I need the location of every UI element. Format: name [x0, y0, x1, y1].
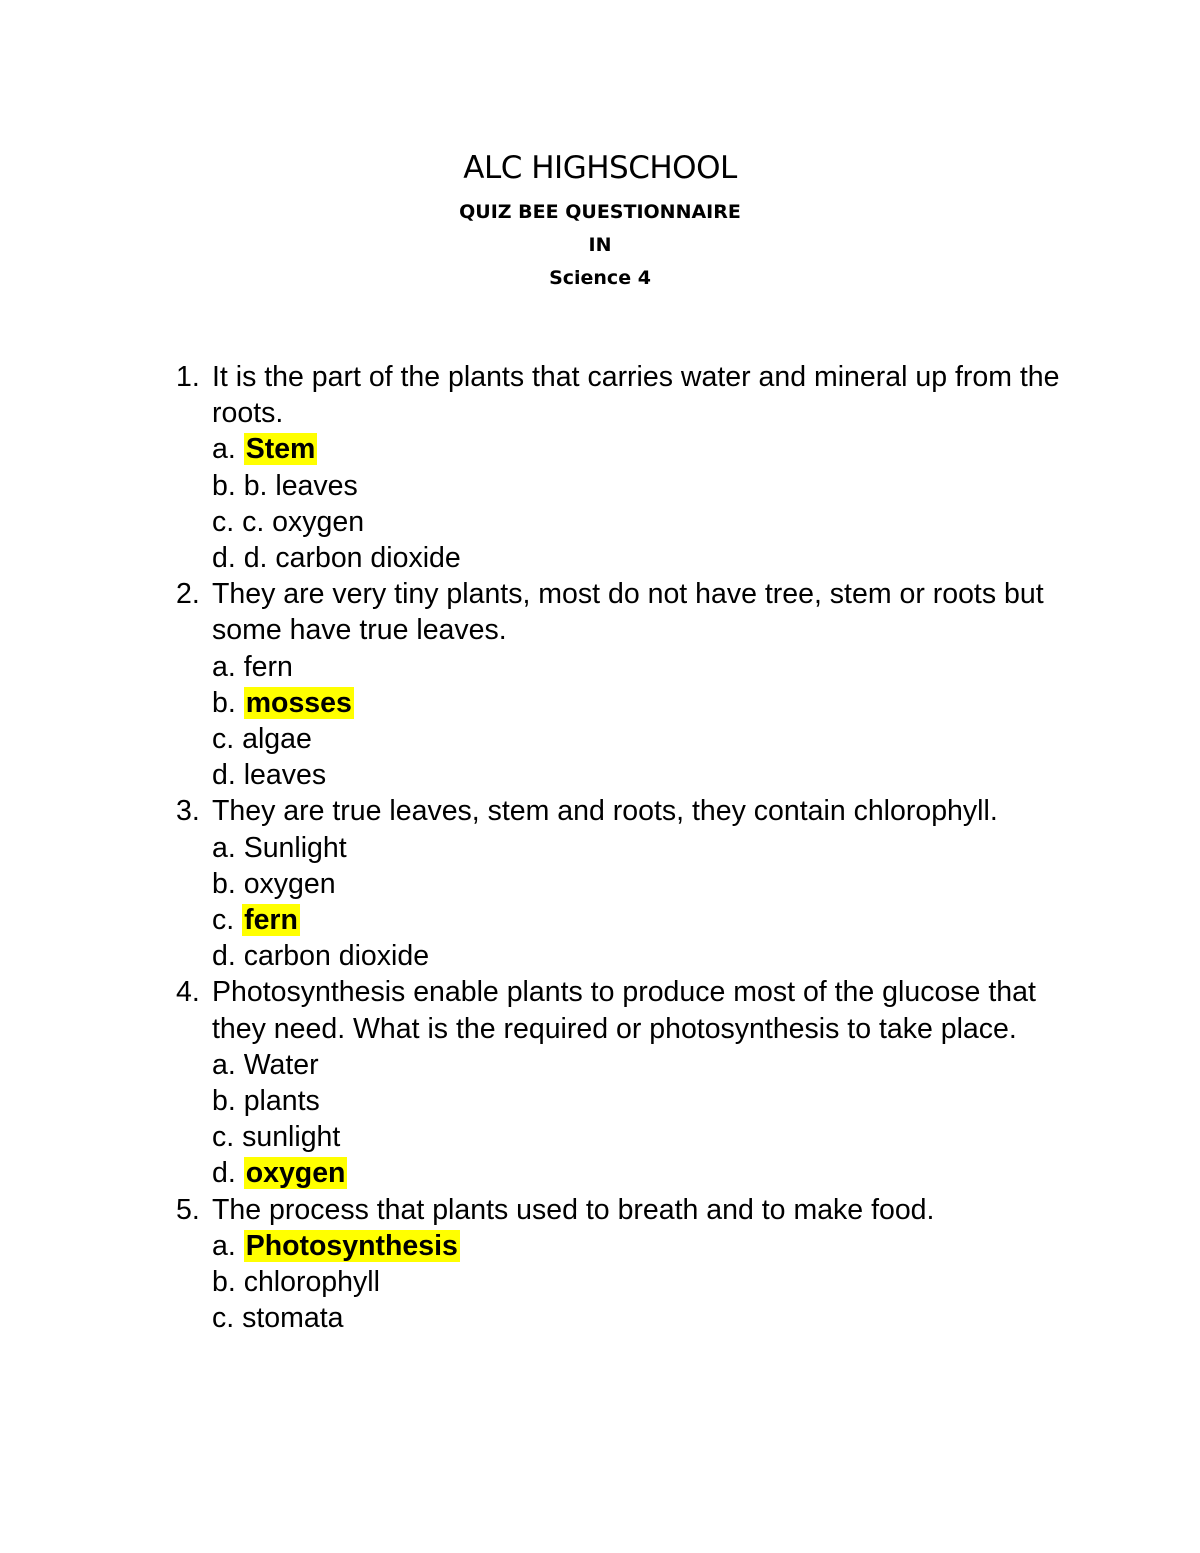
document-title: QUIZ BEE QUESTIONNAIRE — [459, 201, 741, 223]
option-letter: c. — [212, 904, 243, 937]
option-text: leaves — [243, 759, 327, 792]
question-item — [170, 576, 1090, 793]
option-letter: c. — [212, 505, 243, 538]
answer-option — [212, 1228, 1090, 1264]
question-number: 4. — [176, 976, 200, 1009]
option-letter: c. — [212, 723, 243, 756]
question-number: 3. — [176, 795, 200, 828]
question-item — [170, 359, 1090, 576]
question-list — [170, 359, 1090, 1336]
answer-option — [212, 504, 1090, 540]
answer-option — [212, 1119, 1090, 1155]
option-text: Sunlight — [243, 831, 347, 864]
subject-name: Science 4 — [549, 267, 651, 289]
option-letter: b. — [212, 686, 244, 719]
answer-option — [212, 1300, 1090, 1336]
option-letter: d. — [212, 1157, 244, 1190]
option-text: d. carbon dioxide — [243, 542, 461, 575]
highlighted-answer: mosses — [245, 686, 352, 719]
option-letter: b. — [212, 1085, 244, 1118]
option-text: oxygen — [243, 867, 336, 900]
question-item — [170, 793, 1090, 974]
option-letter: b. — [212, 1266, 244, 1299]
option-letter: d. — [212, 759, 244, 792]
answer-option — [212, 1047, 1090, 1083]
option-text: algae — [242, 723, 312, 756]
option-letter: c. — [212, 1121, 243, 1154]
option-text: sunlight — [242, 1121, 341, 1154]
answer-option — [212, 1155, 1090, 1191]
question-number: 1. — [176, 361, 200, 393]
option-letter: c. — [212, 1302, 243, 1335]
answer-option — [212, 757, 1090, 793]
highlighted-answer: fern — [244, 904, 298, 937]
option-letter: d. — [212, 940, 244, 973]
question-text: They are true leaves, stem and roots, they contain chlorophyll. — [212, 795, 998, 828]
highlighted-answer: Stem — [245, 433, 316, 466]
question-item — [170, 974, 1090, 1191]
answer-option — [212, 1264, 1090, 1300]
highlighted-answer: oxygen — [245, 1157, 346, 1190]
question-item — [170, 1192, 1090, 1337]
answer-option — [212, 902, 1090, 938]
option-letter: a. — [212, 650, 244, 683]
answer-option — [212, 1083, 1090, 1119]
answer-option — [212, 431, 1090, 467]
title-connector: IN — [588, 234, 612, 256]
option-text: b. leaves — [243, 469, 358, 502]
question-number: 2. — [176, 578, 200, 611]
answer-option — [212, 540, 1090, 576]
answer-option — [212, 649, 1090, 685]
question-text: Photosynthesis enable plants to produce most of the glucose that they need. What is the required or photosynthesis to take place. — [212, 976, 1036, 1045]
option-text: Water — [243, 1048, 319, 1081]
option-text: plants — [243, 1085, 320, 1118]
option-letter: b. — [212, 469, 244, 502]
school-name: ALC HIGHSCHOOL — [463, 150, 737, 186]
answer-option — [212, 938, 1090, 974]
highlighted-answer: Photosynthesis — [245, 1229, 458, 1262]
option-text: stomata — [242, 1302, 344, 1335]
answer-option — [212, 830, 1090, 866]
answer-option — [212, 721, 1090, 757]
option-letter: a. — [212, 831, 244, 864]
option-text: fern — [243, 650, 293, 683]
answer-option — [212, 866, 1090, 902]
question-text: The process that plants used to breath and to make food. — [212, 1193, 935, 1226]
option-letter: a. — [212, 433, 244, 466]
option-text: c. oxygen — [242, 505, 365, 538]
question-text: They are very tiny plants, most do not have tree, stem or roots but some have true leaves. — [212, 578, 1044, 647]
option-text: chlorophyll — [243, 1266, 380, 1299]
question-text: It is the part of the plants that carries water and mineral up from the roots. — [212, 361, 1060, 430]
answer-option — [212, 685, 1090, 721]
option-letter: b. — [212, 867, 244, 900]
option-letter: a. — [212, 1048, 244, 1081]
option-text: carbon dioxide — [243, 940, 430, 973]
option-letter: a. — [212, 1229, 244, 1262]
answer-option — [212, 468, 1090, 504]
question-number: 5. — [176, 1193, 200, 1226]
document-header — [0, 140, 1200, 295]
option-letter: d. — [212, 542, 244, 575]
